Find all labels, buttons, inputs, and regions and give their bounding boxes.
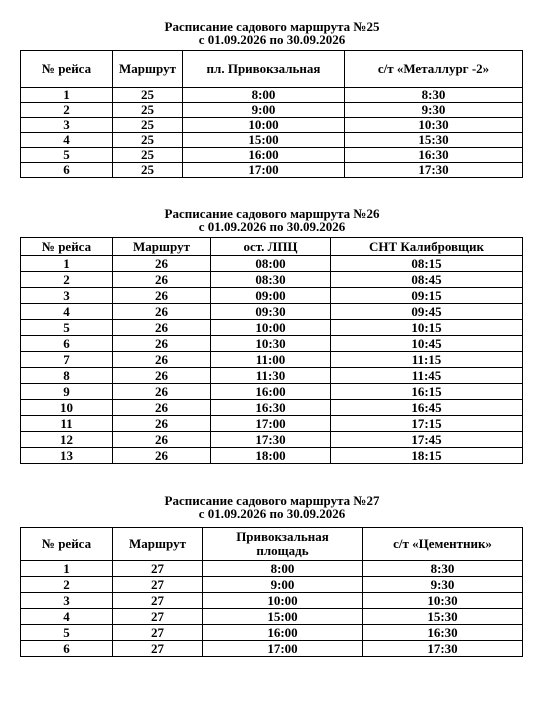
arrival-time-cell: 16:30 [345, 148, 523, 163]
departure-time-cell: 9:00 [183, 103, 345, 118]
departure-time-cell: 16:30 [211, 400, 331, 416]
table-row [21, 88, 523, 103]
arrival-time-cell: 08:15 [331, 256, 523, 272]
trip-number-cell: 12 [21, 432, 113, 448]
route-number-cell: 26 [113, 416, 211, 432]
departure-time-cell: 8:00 [183, 88, 345, 103]
arrival-time-cell: 11:45 [331, 368, 523, 384]
route-number-cell: 25 [113, 163, 183, 178]
route-number-cell: 26 [113, 272, 211, 288]
route-number-cell: 26 [113, 368, 211, 384]
route-number-cell: 27 [113, 609, 203, 625]
col-header-route: Маршрут [113, 528, 203, 561]
trip-number-cell: 2 [21, 272, 113, 288]
trip-number-cell: 4 [21, 304, 113, 320]
table-row [21, 448, 523, 464]
schedule-27-table [20, 527, 523, 657]
table-row [21, 416, 523, 432]
schedule-26-table [20, 237, 523, 464]
departure-time-cell: 10:00 [203, 593, 363, 609]
departure-time-cell: 11:30 [211, 368, 331, 384]
trip-number-cell: 4 [21, 133, 113, 148]
trip-number-cell: 7 [21, 352, 113, 368]
trip-number-cell: 5 [21, 148, 113, 163]
route-number-cell: 26 [113, 304, 211, 320]
table-row [21, 368, 523, 384]
departure-time-cell: 10:30 [211, 336, 331, 352]
arrival-time-cell: 18:15 [331, 448, 523, 464]
departure-time-cell: 17:00 [183, 163, 345, 178]
schedule-title: Расписание садового маршрута №27 [164, 493, 380, 508]
table-row [21, 593, 523, 609]
arrival-time-cell: 11:15 [331, 352, 523, 368]
route-number-cell: 26 [113, 352, 211, 368]
route-number-cell: 26 [113, 432, 211, 448]
arrival-time-cell: 8:30 [345, 88, 523, 103]
table-row [21, 336, 523, 352]
route-number-cell: 25 [113, 133, 183, 148]
col-header-arrival: с/т «Металлург -2» [345, 51, 523, 88]
departure-time-cell: 08:00 [211, 256, 331, 272]
route-number-cell: 27 [113, 641, 203, 657]
route-number-cell: 27 [113, 561, 203, 577]
departure-time-cell: 15:00 [183, 133, 345, 148]
schedule-rows [21, 561, 523, 657]
trip-number-cell: 4 [21, 609, 113, 625]
arrival-time-cell: 09:15 [331, 288, 523, 304]
arrival-time-cell: 09:45 [331, 304, 523, 320]
table-row [21, 352, 523, 368]
arrival-time-cell: 9:30 [363, 577, 523, 593]
arrival-time-cell: 17:15 [331, 416, 523, 432]
arrival-time-cell: 15:30 [363, 609, 523, 625]
route-number-cell: 26 [113, 320, 211, 336]
arrival-time-cell: 8:30 [363, 561, 523, 577]
trip-number-cell: 5 [21, 320, 113, 336]
route-number-cell: 25 [113, 103, 183, 118]
trip-number-cell: 9 [21, 384, 113, 400]
arrival-time-cell: 16:15 [331, 384, 523, 400]
route-number-cell: 27 [113, 625, 203, 641]
trip-number-cell: 6 [21, 336, 113, 352]
departure-time-cell: 09:00 [211, 288, 331, 304]
trip-number-cell: 3 [21, 118, 113, 133]
schedule-rows [21, 256, 523, 464]
table-row [21, 256, 523, 272]
trip-number-cell: 5 [21, 625, 113, 641]
col-header-trip: № рейса [21, 528, 113, 561]
departure-time-cell: 18:00 [211, 448, 331, 464]
route-number-cell: 26 [113, 336, 211, 352]
route-number-cell: 26 [113, 256, 211, 272]
table-row [21, 304, 523, 320]
trip-number-cell: 10 [21, 400, 113, 416]
trip-number-cell: 6 [21, 163, 113, 178]
arrival-time-cell: 17:45 [331, 432, 523, 448]
arrival-time-cell: 17:30 [363, 641, 523, 657]
departure-time-cell: 08:30 [211, 272, 331, 288]
departure-time-cell: 09:30 [211, 304, 331, 320]
route-number-cell: 27 [113, 577, 203, 593]
arrival-time-cell: 10:30 [345, 118, 523, 133]
trip-number-cell: 2 [21, 103, 113, 118]
schedule-rows [21, 88, 523, 178]
departure-time-cell: 17:00 [211, 416, 331, 432]
schedule-period: с 01.09.2026 по 30.09.2026 [198, 219, 346, 234]
trip-number-cell: 8 [21, 368, 113, 384]
col-header-departure: ост. ЛПЦ [211, 238, 331, 256]
route-number-cell: 25 [113, 88, 183, 103]
schedule-period: с 01.09.2026 по 30.09.2026 [198, 506, 346, 521]
table-row [21, 163, 523, 178]
departure-time-cell: 16:00 [183, 148, 345, 163]
table-row [21, 272, 523, 288]
col-header-arrival: СНТ Калибровщик [331, 238, 523, 256]
col-header-departure: пл. Привокзальная [183, 51, 345, 88]
table-row [21, 561, 523, 577]
route-number-cell: 27 [113, 593, 203, 609]
schedule-title: Расписание садового маршрута №25 [164, 19, 380, 34]
departure-time-cell: 16:00 [203, 625, 363, 641]
schedule-26-heading [0, 207, 544, 233]
departure-time-cell: 11:00 [211, 352, 331, 368]
schedule-27-heading [0, 494, 544, 520]
col-header-route: Маршрут [113, 51, 183, 88]
departure-time-cell: 16:00 [211, 384, 331, 400]
route-number-cell: 25 [113, 118, 183, 133]
route-number-cell: 26 [113, 384, 211, 400]
table-row [21, 148, 523, 163]
trip-number-cell: 1 [21, 88, 113, 103]
col-header-trip: № рейса [21, 238, 113, 256]
schedule-period: с 01.09.2026 по 30.09.2026 [198, 32, 346, 47]
arrival-time-cell: 9:30 [345, 103, 523, 118]
schedule-title: Расписание садового маршрута №26 [164, 206, 380, 221]
departure-time-cell: 9:00 [203, 577, 363, 593]
departure-time-cell: 8:00 [203, 561, 363, 577]
route-number-cell: 25 [113, 148, 183, 163]
table-row [21, 400, 523, 416]
trip-number-cell: 11 [21, 416, 113, 432]
schedule-25-heading [0, 20, 544, 46]
col-header-departure: Привокзальная площадь [203, 528, 363, 561]
arrival-time-cell: 16:45 [331, 400, 523, 416]
table-row [21, 118, 523, 133]
route-number-cell: 26 [113, 288, 211, 304]
route-number-cell: 26 [113, 400, 211, 416]
route-number-cell: 26 [113, 448, 211, 464]
table-row [21, 384, 523, 400]
departure-time-cell: 15:00 [203, 609, 363, 625]
trip-number-cell: 1 [21, 561, 113, 577]
trip-number-cell: 2 [21, 577, 113, 593]
arrival-time-cell: 15:30 [345, 133, 523, 148]
table-row [21, 103, 523, 118]
arrival-time-cell: 10:45 [331, 336, 523, 352]
departure-time-cell: 10:00 [183, 118, 345, 133]
departure-time-cell: 17:00 [203, 641, 363, 657]
table-row [21, 625, 523, 641]
arrival-time-cell: 16:30 [363, 625, 523, 641]
table-row [21, 288, 523, 304]
trip-number-cell: 3 [21, 288, 113, 304]
col-header-trip: № рейса [21, 51, 113, 88]
table-row [21, 641, 523, 657]
arrival-time-cell: 17:30 [345, 163, 523, 178]
table-row [21, 320, 523, 336]
arrival-time-cell: 10:30 [363, 593, 523, 609]
table-row [21, 432, 523, 448]
trip-number-cell: 1 [21, 256, 113, 272]
departure-time-cell: 17:30 [211, 432, 331, 448]
trip-number-cell: 13 [21, 448, 113, 464]
schedule-25-table [20, 50, 523, 178]
table-row [21, 609, 523, 625]
arrival-time-cell: 10:15 [331, 320, 523, 336]
arrival-time-cell: 08:45 [331, 272, 523, 288]
table-row [21, 577, 523, 593]
trip-number-cell: 3 [21, 593, 113, 609]
trip-number-cell: 6 [21, 641, 113, 657]
table-row [21, 133, 523, 148]
col-header-arrival: с/т «Цементник» [363, 528, 523, 561]
departure-time-cell: 10:00 [211, 320, 331, 336]
col-header-route: Маршрут [113, 238, 211, 256]
